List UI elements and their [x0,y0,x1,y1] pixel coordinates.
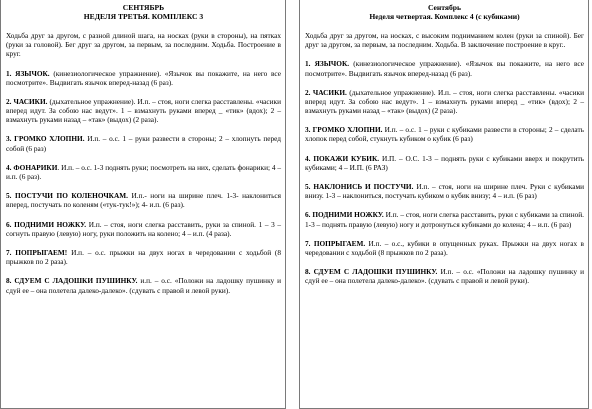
left-column [0,0,286,409]
exercise-title: 2. ЧАСИКИ. [6,96,48,106]
right-exercise-5 [305,182,584,200]
right-header [305,3,584,22]
exercise-title: 7. ПОПРЫГАЕМ. [305,238,366,248]
exercise-text: и.п. – о.с. «Положи на ладошку пушинку и сдуй ее – она полетела далеко-далеко». (сдувать с правой и левой руки). [6,276,281,295]
exercise-title: 3. ГРОМКО ХЛОПНИ. [6,134,85,144]
exercise-title: 2. ЧАСИКИ. [305,87,347,97]
left-exercise-4 [6,163,281,181]
right-exercise-3 [305,125,584,143]
exercise-text: (кинезиологическое упражнение). «Язычок вы покажите, на него все посмотрите». Выдвигать язычок вперед-назад (6 раз). [6,68,282,87]
exercise-text: И.п.- ноги на ширине плеч. 1-3- наклониться вперед, постучать по коленям («тук-тук!»); 4- и.п. (6 раз). [6,191,281,210]
exercise-text: И.п. – стоя, ноги слегка расставить, руки за спиной. 1 – 3 – согнуть правую (левую) ногу, руки положить на колено; 4 – и.п. (4 раза). [6,219,281,238]
exercise-title: 4. ФОНАРИКИ [6,162,58,172]
exercise-text: . И.п. – о.с. 1-3 поднять руки; посмотреть на них, сделать фонарики; 4 – и.п. (6 раз). [6,162,281,182]
exercise-title: 1. ЯЗЫЧОК. [305,59,350,69]
exercise-text: (дыхательное упражнение). И.п. – стоя, ноги слегка расставлены. «часики вперед идут. За собою нас ведут». 1 – взмахнуть руками вперед _ «тик» (вдох); 2 – взмахнуть руками назад – «так» (выдох) (2 раза). [305,87,584,116]
right-column [299,0,589,409]
exercise-title: 8. СДУЕМ С ЛАДОШКИ ПУШИНКУ. [305,267,438,277]
right-exercise-2 [305,88,584,116]
exercise-text: (кинезиологическое упражнение). «Язычок вы покажите, на него все посмотрите». Выдвигать язычок вперед-назад (6 раз). [305,59,584,78]
right-exercise-4 [305,154,584,172]
left-header [6,3,281,22]
left-month: СЕНТЯБРЬ [122,3,165,12]
exercise-text: И.п. – стоя, ноги слегка расставить, руки с кубиками за спиной. 1-3 – поднять правую (левую) ногу и дотронуться кубиками до колена; 4 – и.п. (6 раз) [305,210,584,229]
exercise-text: И.п. – о.с. прыжки на двух ногах в чередовании с ходьбой (8 прыжков по 2 раза). [6,247,282,267]
left-intro: Ходьба друг за другом, с разной длиной шага, на носках (руки в стороны), на пятках (руки за головой). Бег друг за другом, за первым, за последним. Ходьба. Построение в круг. [6,30,281,59]
exercise-title: 5. НАКЛОНИСЬ И ПОСТУЧИ. [305,182,414,192]
left-exercise-6 [6,220,281,238]
exercise-title: 8. СДУЕМ С ЛАДОШКИ ПУШИНКУ. [6,276,138,286]
right-exercise-6 [305,210,584,228]
right-exercise-8 [305,267,584,285]
exercise-text: И.п. – о.с., кубики в опущенных руках. Прыжки на двух ногах в чередовании с ходьбой (8 прыжков по 2 раза). [305,238,584,257]
right-exercise-7 [305,239,584,257]
left-exercise-2 [6,97,281,125]
exercise-title: 6. ПОДНИМИ НОЖКУ. [6,219,87,229]
exercise-text: И.п. – о.с. 1 – руки развести в стороны; 2 – хлопнуть перед собой (6 раз) [6,134,281,153]
exercise-title: 1. ЯЗЫЧОК. [6,68,50,78]
exercise-text: (дыхательное упражнение). И.п. – стоя, ноги слегка расставлены. «часики вперед идут. За собою нас ведут». 1 – взмахнуть руками вперед _ «тик» (вдох); 2 – взмахнуть руками назад – «так» (выдох) (2 раза). [6,96,281,125]
left-exercise-1 [6,69,281,87]
left-exercise-7 [6,248,281,266]
exercise-title: 7. ПОПРЫГАЕМ! [6,247,68,257]
exercise-title: 4. ПОКАЖИ КУБИК. [305,153,380,163]
right-intro: Ходьба друг за другом, на носках, с высоким подниманием колен (руки за спиной). Бег друг за другом, за первым, за последним. Ходьба. В заключение построение в круг.. [305,30,584,50]
exercise-text: И.п. – стоя, ноги на ширине плеч. Руки с кубиками внизу. 1-3 – наклониться, постучать кубиком о кубик внизу; 4 – и.п. (6 раз) [305,182,584,201]
right-heading: Неделя четвертая. Комплекс 4 (с кубиками) [369,12,520,22]
left-exercise-3 [6,134,281,152]
exercise-title: 6. ПОДНИМИ НОЖКУ. [305,210,384,220]
left-exercise-5 [6,191,281,209]
left-heading: НЕДЕЛЯ ТРЕТЬЯ. КОМПЛЕКС 3 [83,12,204,22]
exercise-text: И.п. – о.с. 1 – руки с кубиками развести в стороны; 2 – сделать хлопок перед собой, стукнуть кубиком о кубик (6 раз) [305,125,584,144]
right-exercise-1 [305,59,584,77]
exercise-text: И.П. – О.С. 1-3 – поднять руки с кубиками вверх и покрутить кубиками; 4 – И.П. (6 РАЗ) [305,153,584,172]
left-exercise-8 [6,276,281,294]
exercise-title: 3. ГРОМКО ХЛОПНИ. [305,125,383,135]
exercise-text: И.п. – о.с. «Положи на ладошку пушинку и сдуй ее – она полетела далеко-далеко». (сдувать с правой и левой руки). [305,267,585,286]
right-month: Сентябрь [427,3,462,12]
exercise-title: 5. ПОСТУЧИ ПО КОЛЕНОЧКАМ. [6,191,128,201]
